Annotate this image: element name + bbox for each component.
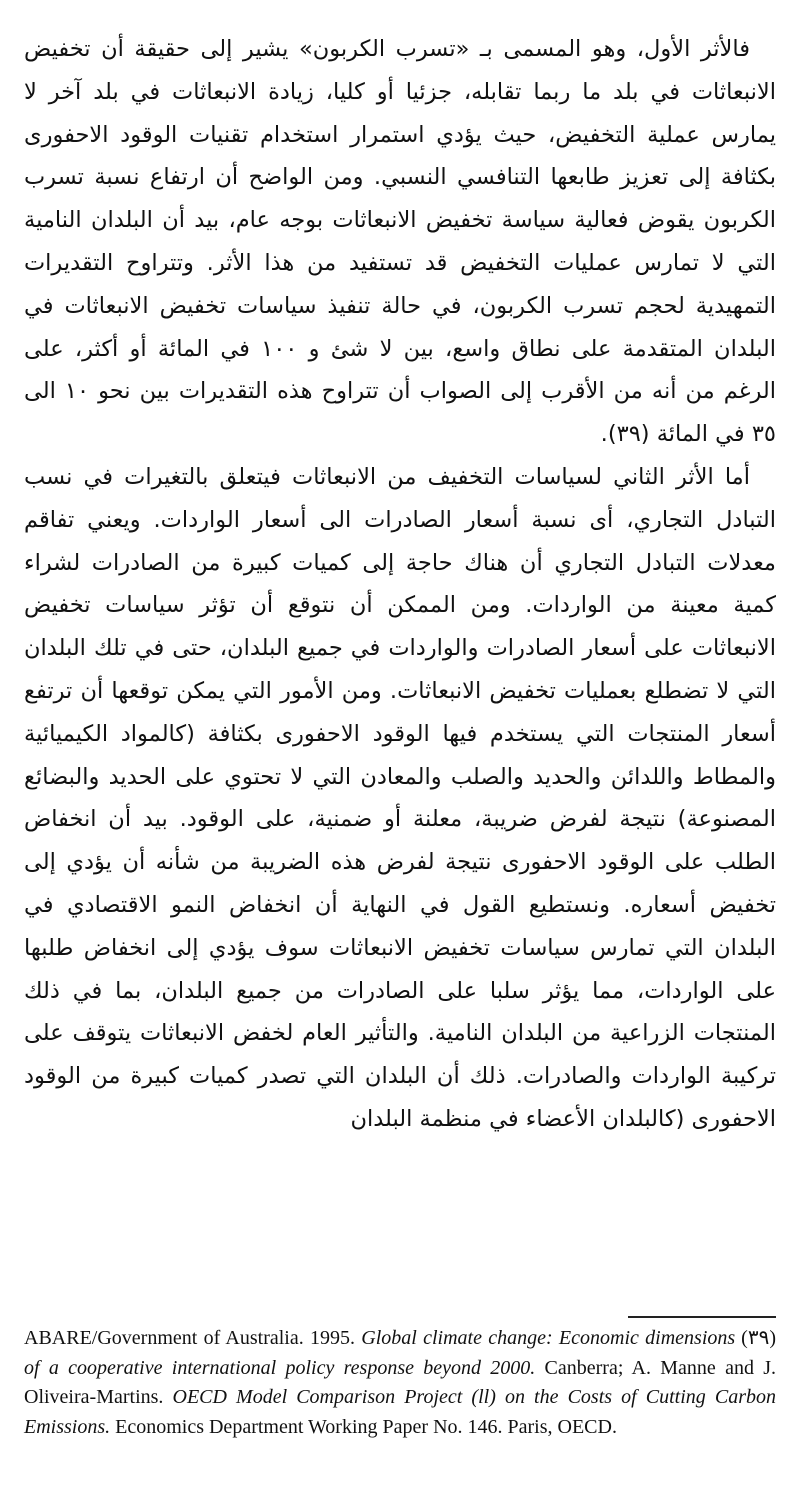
footnote-number: (٣٩)	[741, 1327, 776, 1349]
body-text	[24, 28, 776, 1141]
footnote	[24, 1324, 776, 1442]
footnote-text-part3: Economics Department Working Paper No. 146. Paris, OECD.	[110, 1415, 617, 1438]
footnote-text-part1: ABARE/Government of Australia. 1995.	[24, 1327, 362, 1349]
footnote-title-1: Global climate change: Economic dimensions of a cooperative international policy response beyond 2000.	[24, 1327, 736, 1379]
document-page	[24, 28, 776, 1478]
paragraph-carbon-leakage: فالأثر الأول، وهو المسمى بـ «تسرب الكربون» يشير إلى حقيقة أن تخفيض الانبعاثات في بلد ما ربما تقابله، جزئيا أو كليا، زيادة الانبعاثات في بلد آخر لا يمارس عملية التخفيض، حيث يؤدي استمرار استخدام تقنيات الوقود الاحفورى بكثافة إلى تعزيز طابعها التنافسي النسبي. ومن الواضح أن ارتفاع نسبة تسرب الكربون يقوض فعالية سياسة تخفيض الانبعاثات بوجه عام، بيد أن البلدان النامية التي لا تمارس عمليات التخفيض قد تستفيد من هذا الأثر. وتتراوح التقديرات التمهيدية لحجم تسرب الكربون، في حالة تنفيذ سياسات تخفيض الانبعاثات في البلدان المتقدمة على نطاق واسع، بين لا شئ و ١٠٠ في المائة أو أكثر، على الرغم من أنه من الأقرب إلى الصواب أن تتراوح هذه التقديرات بين نحو ١٠ الى ٣٥ في المائة (٣٩).	[24, 36, 777, 448]
footnote-separator	[628, 1316, 776, 1318]
footnote-text-part2: Canberra; A. Manne and J. Oliveira-Martins.	[24, 1356, 776, 1408]
footnote-title-2: OECD Model Comparison Project (ll) on the Costs of Cutting Carbon Emissions.	[24, 1386, 776, 1438]
paragraph-terms-of-trade: أما الأثر الثاني لسياسات التخفيف من الانبعاثات فيتعلق بالتغيرات في نسب التبادل التجاري، أى نسبة أسعار الصادرات الى أسعار الواردات. ويعني تفاقم معدلات التبادل التجاري أن هناك حاجة إلى كميات كبيرة من الصادرات لشراء كمية معينة من الواردات. ومن الممكن أن نتوقع أن تؤثر سياسات تخفيض الانبعاثات على أسعار الصادرات والواردات في جميع البلدان، حتى في تلك البلدان التي لا تضطلع بعمليات تخفيض الانبعاثات. ومن الأمور التي يمكن توقعها أن ترتفع أسعار المنتجات التي يستخدم فيها الوقود الاحفورى بكثافة (كالمواد الكيميائية والمطاط واللدائن والحديد والصلب والمعادن التي لا تحتوي على الحديد والبضائع المصنوعة) نتيجة لفرض ضريبة، معلنة أو ضمنية، على الوقود. بيد أن انخفاض الطلب على الوقود الاحفورى نتيجة لفرض هذه الضريبة من شأنه أن يؤدي إلى تخفيض أسعاره. ونستطيع القول في النهاية أن انخفاض النمو الاقتصادي في البلدان التي تمارس سياسات تخفيض الانبعاثات سوف يؤدي إلى انخفاض طلبها على الواردات، مما يؤثر سلبا على الصادرات من جميع البلدان، بما في ذلك المنتجات الزراعية من البلدان النامية. والتأثير العام لخفض الانبعاثات يتوقف على تركيبة الواردات والصادرات. ذلك أن البلدان التي تصدر كميات كبيرة من الوقود الاحفورى (كالبلدان الأعضاء في منظمة البلدان	[24, 463, 776, 1132]
